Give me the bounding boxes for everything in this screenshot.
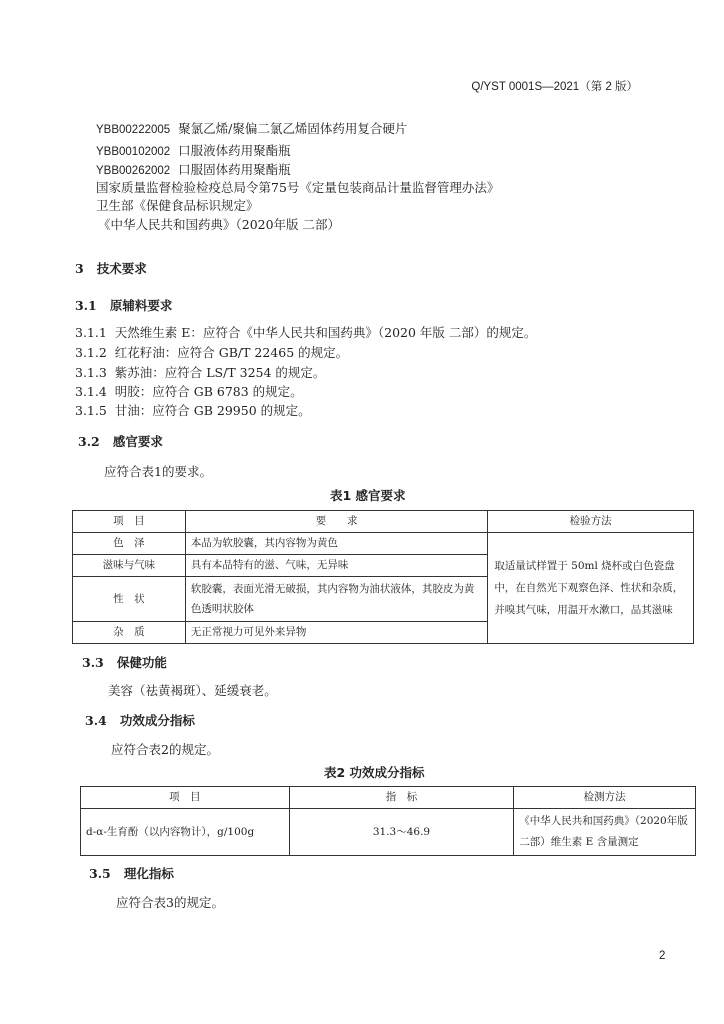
table-header: 项 目 [81, 787, 290, 809]
list-item: 3.1.3 紫苏油：应符合 LS/T 3254 的规定。 [75, 365, 326, 380]
list-item: 3.1.2 红花籽油：应符合 GB/T 22465 的规定。 [75, 345, 349, 360]
table-cell: 滋味与气味 [73, 555, 186, 577]
table-cell: 性 状 [73, 577, 186, 622]
table-header: 指 标 [289, 787, 514, 809]
table-caption: 表1 感官要求 [330, 488, 406, 503]
page-number: 2 [659, 950, 666, 962]
table-cell: 本品为软胶囊，其内容物为黄色 [185, 533, 487, 555]
list-item: 3.1.4 明胶：应符合 GB 6783 的规定。 [75, 384, 303, 399]
section-heading: 3.4 功效成分指标 [85, 713, 195, 728]
table-header: 检验方法 [488, 511, 694, 533]
reference-item: 国家质量监督检验检疫总局令第75号《定量包装商品计量监督管理办法》 [96, 180, 500, 195]
paragraph: 应符合表2的规定。 [111, 742, 219, 757]
list-item: 3.1.5 甘油：应符合 GB 29950 的规定。 [75, 403, 311, 418]
paragraph: 应符合表3的规定。 [116, 895, 224, 910]
doc-number: Q/YST 0001S—2021（第 2 版） [471, 81, 638, 93]
reference-item: YBB00222005 聚氯乙烯/聚偏二氯乙烯固体药用复合硬片 [96, 121, 408, 136]
section-heading: 3.2 感官要求 [78, 434, 163, 449]
table-cell: d-α-生育酚（以内容物计），g/100g [81, 809, 290, 856]
section-heading: 3 技术要求 [75, 261, 147, 276]
table-cell: 色 泽 [73, 533, 186, 555]
paragraph: 应符合表1的要求。 [104, 464, 212, 479]
paragraph: 美容（祛黄褐斑）、延缓衰老。 [108, 683, 277, 698]
reference-item: 《中华人民共和国药典》（2020年版 二部） [98, 217, 341, 232]
table-cell: 杂 质 [73, 622, 186, 644]
table-cell: 31.3～46.9 [289, 809, 514, 856]
list-item: 3.1.1 天然维生素 E：应符合《中华人民共和国药典》（2020 年版 二部）的规定。 [75, 325, 537, 340]
table-cell: 软胶囊，表面光滑无破损，其内容物为油状液体，其胶皮为黄色透明状胶体 [185, 577, 487, 622]
table-caption: 表2 功效成分指标 [324, 765, 425, 780]
table-cell: 《中华人民共和国药典》（2020年版 二部）维生素 E 含量测定 [514, 809, 696, 856]
efficacy-table [80, 786, 696, 856]
table-header: 项 目 [73, 511, 186, 533]
reference-item: 卫生部《保健食品标识规定》 [96, 198, 259, 213]
table-header: 检测方法 [514, 787, 696, 809]
section-heading: 3.1 原辅料要求 [75, 298, 173, 313]
reference-item: YBB00262002 口服固体药用聚酯瓶 [96, 162, 291, 177]
table-cell: 具有本品特有的滋、气味，无异味 [185, 555, 487, 577]
table-header: 要 求 [185, 511, 487, 533]
section-heading: 3.3 保健功能 [82, 655, 167, 670]
table-cell: 无正常视力可见外来异物 [185, 622, 487, 644]
sensory-table [72, 510, 694, 644]
section-heading: 3.5 理化指标 [89, 866, 174, 881]
reference-item: YBB00102002 口服液体药用聚酯瓶 [96, 143, 291, 158]
table-cell: 取适量试样置于 50ml 烧杯或白色瓷盘中，在自然光下观察色泽、性状和杂质，并嗅其气味，用温开水漱口，品其滋味 [488, 533, 694, 644]
